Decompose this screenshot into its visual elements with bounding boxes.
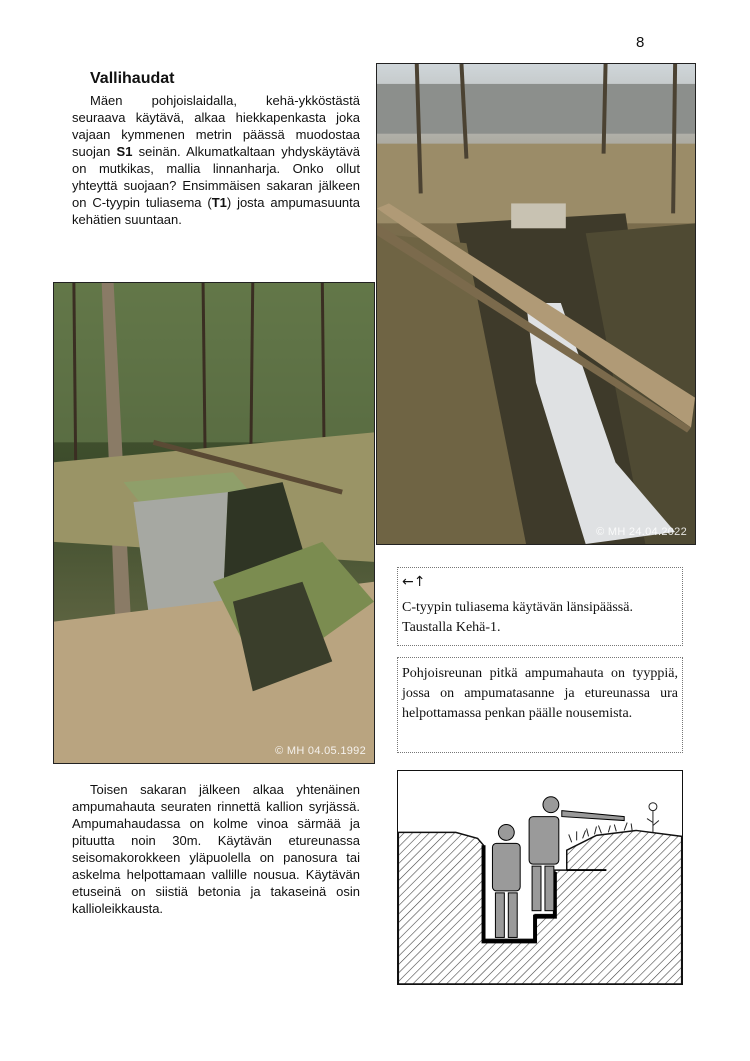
trench-photo-1992 [53,282,375,764]
page-number: 8 [636,34,645,51]
trench-photo-image [377,64,695,544]
intro-text-1: Mäen pohjoislaidalla, kehä-ykköstästä seuraava käytävä, alkaa hiekkapenkasta joka vajaan kymmenen metrin päässä muodostaa suojan [72,93,360,159]
intro-paragraph [72,92,360,228]
caption1-text: C-tyypin tuliasema käytävän länsipäässä. Taustalla Kehä-1. [402,600,633,635]
forest-photo-image [54,283,374,763]
firing-position-ref: T1 [211,195,227,210]
person-on-step-icon [529,797,559,911]
trench-cross-section-diagram [397,770,683,985]
trench-photo-2022 [376,63,696,545]
direction-arrows-icon: ←↑ [402,574,426,590]
lower-paragraph: Toisen sakaran jälkeen alkaa yhtenäinen ampumahauta seuraten rinnettä kallion syrjässä. Ampumahaudassa on kolme vinoa särmää ja pituutta noin 30m. Käytävän etureunassa seisomakorokkeen yläpuolella on panosura tai askelma helpottamaan vallille nousua. Käytävän etuseinä on siistiä betonia ja takaseinä osin kallioleikkausta. [72,782,360,916]
section-title: Vallihaudat [90,70,175,87]
caption2-text: Pohjoisreunan pitkä ampumahauta on tyyppiä, jossa on ampumatasanne ja etureunassa ura helpottamassa penkan päälle nousemista. [402,666,678,721]
intro-text-3: ) josta ampumasuunta kehätien suuntaan. [72,195,360,227]
cross-section-svg [398,771,682,984]
person-in-trench-icon [492,824,520,937]
photo-credit-left: © MH 04.05.1992 [275,745,366,757]
caption-north-trench [397,657,683,753]
photo-credit-top: © MH 24.04.2022 [596,526,687,538]
caption-firing-position [397,567,683,646]
intro-text-2: seinän. Alkumatkaltaan yhdyskäytävä on mutkikas, mallia linnanharja. Onko ollut yhteyttä suojaan? Ensimmäisen sakaran jälkeen on C-tyypin tuliasema ( [72,144,360,210]
shelter-ref: S1 [116,144,133,159]
